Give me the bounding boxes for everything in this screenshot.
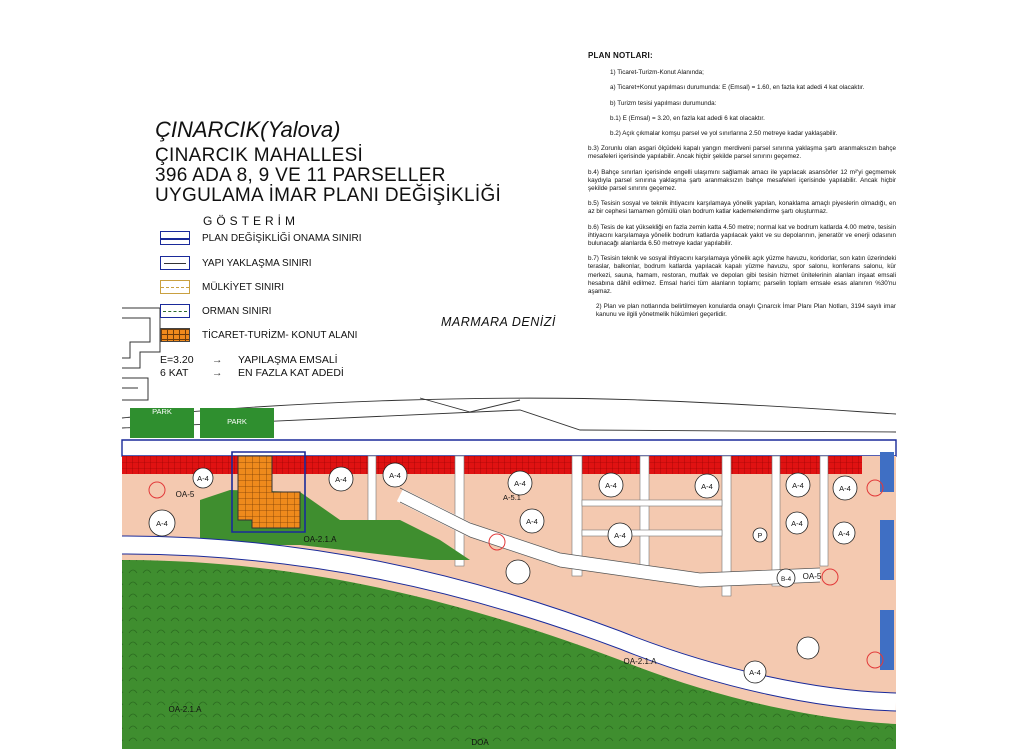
sea-label: MARMARA DENİZİ (441, 315, 556, 329)
road-label: OA-5 (175, 490, 195, 499)
emsal-label: YAPILAŞMA EMSALİ (238, 354, 338, 366)
park-label-2: PARK (227, 417, 247, 426)
road-label: DOA (471, 738, 489, 747)
note-1b1: b.1) E (Emsal) = 3.20, en fazla kat adedi 6 kat olacaktır. (610, 114, 765, 122)
water-area-3 (880, 610, 894, 670)
note-1b4: b.4) Bahçe sınırları içerisinde engelli ulaşımını sağlamak amacı ile yapılacak asansörler 12 m²'yi geçmemek kaydıyla parsel sınırına yaklaşma şartı aranmaksızın bahçe mesafeleri içerisinde yapılabilir. Ancak hiçbir şekilde parsel sınırını geçemez. (588, 168, 896, 193)
zone-label: B-4 (780, 576, 792, 583)
note-1: 1) Ticaret-Turizm-Konut Alanında; (610, 69, 704, 77)
zone-label: A-5.1 (503, 493, 521, 502)
note-1b3: b.3) Zorunlu olan asgari ölçüdeki kapalı yangın merdiveni parsel sınırına yaklaşma şartı aranmaksızın bahçe mesafeleri içerisinde yapılabilir. Ancak hiçbir şekilde parsel sınırını geçemez. (588, 145, 896, 161)
plan-notes (588, 52, 896, 327)
kat-key: 6 KAT (160, 367, 189, 379)
road-label: OA-2.1.A (303, 535, 337, 544)
road-label: OA-5 (802, 572, 822, 581)
legend-item-commercial (160, 327, 357, 343)
zone-label: A-4 (792, 481, 804, 490)
zone-label: A-4 (197, 474, 209, 483)
note-2: 2) Plan ve plan notlarında belirtilmeyen konularda onaylı Çınarcık İmar Planı Plan Notları, 3194 sayılı imar kanunu ve ilgili yönetmelik hükümleri geçerlidir. (596, 303, 896, 319)
water-area-2 (880, 520, 894, 580)
note-1b5: b.5) Tesisin sosyal ve teknik ihtiyacını karşılamaya yönelik yapılan, konaklama amaçlı piyeslerin olmadığı, en az bir cephesi tamamen gömülü olan bodrum katlar kademelendirme şartı oluşturmaz. (588, 200, 896, 216)
commercial-zone-swatch-icon (160, 328, 190, 342)
forest-line-icon (160, 304, 190, 318)
plan-title-line-3: UYGULAMA İMAR PLANI DEĞİŞİKLİĞİ (155, 185, 502, 206)
coastal-road (122, 440, 896, 456)
park-label-1: PARK (152, 407, 172, 416)
zone-label: A-4 (605, 481, 617, 490)
legend-title: GÖSTERİM (203, 214, 300, 228)
plan-boundary-icon (160, 231, 190, 245)
plan-title-line-2: 396 ADA 8, 9 VE 11 PARSELLER (155, 165, 446, 186)
zone-label: A-4 (526, 517, 538, 526)
setback-line-icon (160, 256, 190, 270)
zone-label: A-4 (791, 519, 803, 528)
legend-item-setback (160, 255, 312, 271)
building-outlines (122, 308, 160, 400)
legend-label: ORMAN SINIRI (202, 305, 272, 317)
note-1b2: b.2) Açık çıkmalar komşu parsel ve yol sınırlarına 2.50 metreye kadar yaklaşabilir. (610, 130, 838, 138)
zone-label: A-4 (701, 482, 713, 491)
emsal-key: E=3.20 (160, 354, 194, 366)
commercial-strip (122, 456, 862, 474)
arrow-icon: → (212, 367, 223, 379)
note-1b6: b.6) Tesis de kat yüksekliği en fazla zemin katta 4.50 metre; normal kat ve bodrum katlarda 4.00 metre, tesisin ihtiyacını karşılamaya yönelik bodrum katlarda yapılacak yakıt ve su depolarının, jeneratör ve enerji odasının bulunacağı alanlarda 6.50 metreye kadar yapılabilir. (588, 223, 896, 248)
zone-label: A-4 (389, 471, 401, 480)
zone-label: A-4 (838, 529, 850, 538)
legend-kat (160, 367, 344, 379)
zone-label: A-4 (156, 519, 168, 528)
road-label: OA-2.1.A (623, 657, 657, 666)
road-label: OA-2.1.A (168, 705, 202, 714)
note-1a: a) Ticaret+Konut yapılması durumunda: E (Emsal) = 1.60, en fazla kat adedi 4 kat olacaktır. (610, 84, 865, 92)
legend-item-property (160, 279, 284, 295)
zone-label: A-4 (749, 668, 761, 677)
legend-emsal (160, 354, 338, 366)
note-1b7: b.7) Tesisin teknik ve sosyal ihtiyacını karşılamaya yönelik açık yüzme havuzu, koridorlar, son katın üzerindeki teraslar, balkonlar, bodrum katlarda yapılacak kapalı yüzme havuzu, spor salonu, konferans salonu, kür merkezi, sauna, hamam, restoran, mutfak ve depolan gibi tesisin hizmet ünitelerinin alanları inşaat emsali hesabına dâhil edilmez. Emsal harici tüm alanların toplamı; parselin toplam emsale esas alanının %30'nu aşamaz. (588, 255, 896, 296)
parking-label: P (757, 533, 763, 540)
water-area-1 (880, 452, 894, 492)
plan-title-line-1: ÇINARCIK MAHALLESİ (155, 145, 364, 166)
legend-item-forest (160, 303, 271, 319)
legend-label: TİCARET-TURİZM- KONUT ALANI (202, 329, 358, 341)
property-line-icon (160, 280, 190, 294)
zone-label: A-4 (335, 475, 347, 484)
zone-label: A-4 (614, 531, 626, 540)
legend-label: MÜLKİYET SINIRI (202, 281, 285, 293)
kat-label: EN FAZLA KAT ADEDİ (238, 367, 344, 379)
legend-label: PLAN DEĞİŞİKLİĞİ ONAMA SINIRI (202, 232, 362, 244)
notes-heading: PLAN NOTLARI: (588, 51, 653, 60)
zone-label: A-4 (839, 484, 851, 493)
arrow-icon: → (212, 354, 223, 366)
note-1b: b) Turizm tesisi yapılması durumunda: (610, 99, 717, 107)
plan-title-block (155, 118, 501, 206)
legend-label: YAPI YAKLAŞMA SINIRI (202, 257, 312, 269)
zone-label: A-4 (514, 479, 526, 488)
legend-item-plan-boundary (160, 230, 362, 246)
plan-title-main: ÇINARCIK(Yalova) (155, 117, 341, 142)
